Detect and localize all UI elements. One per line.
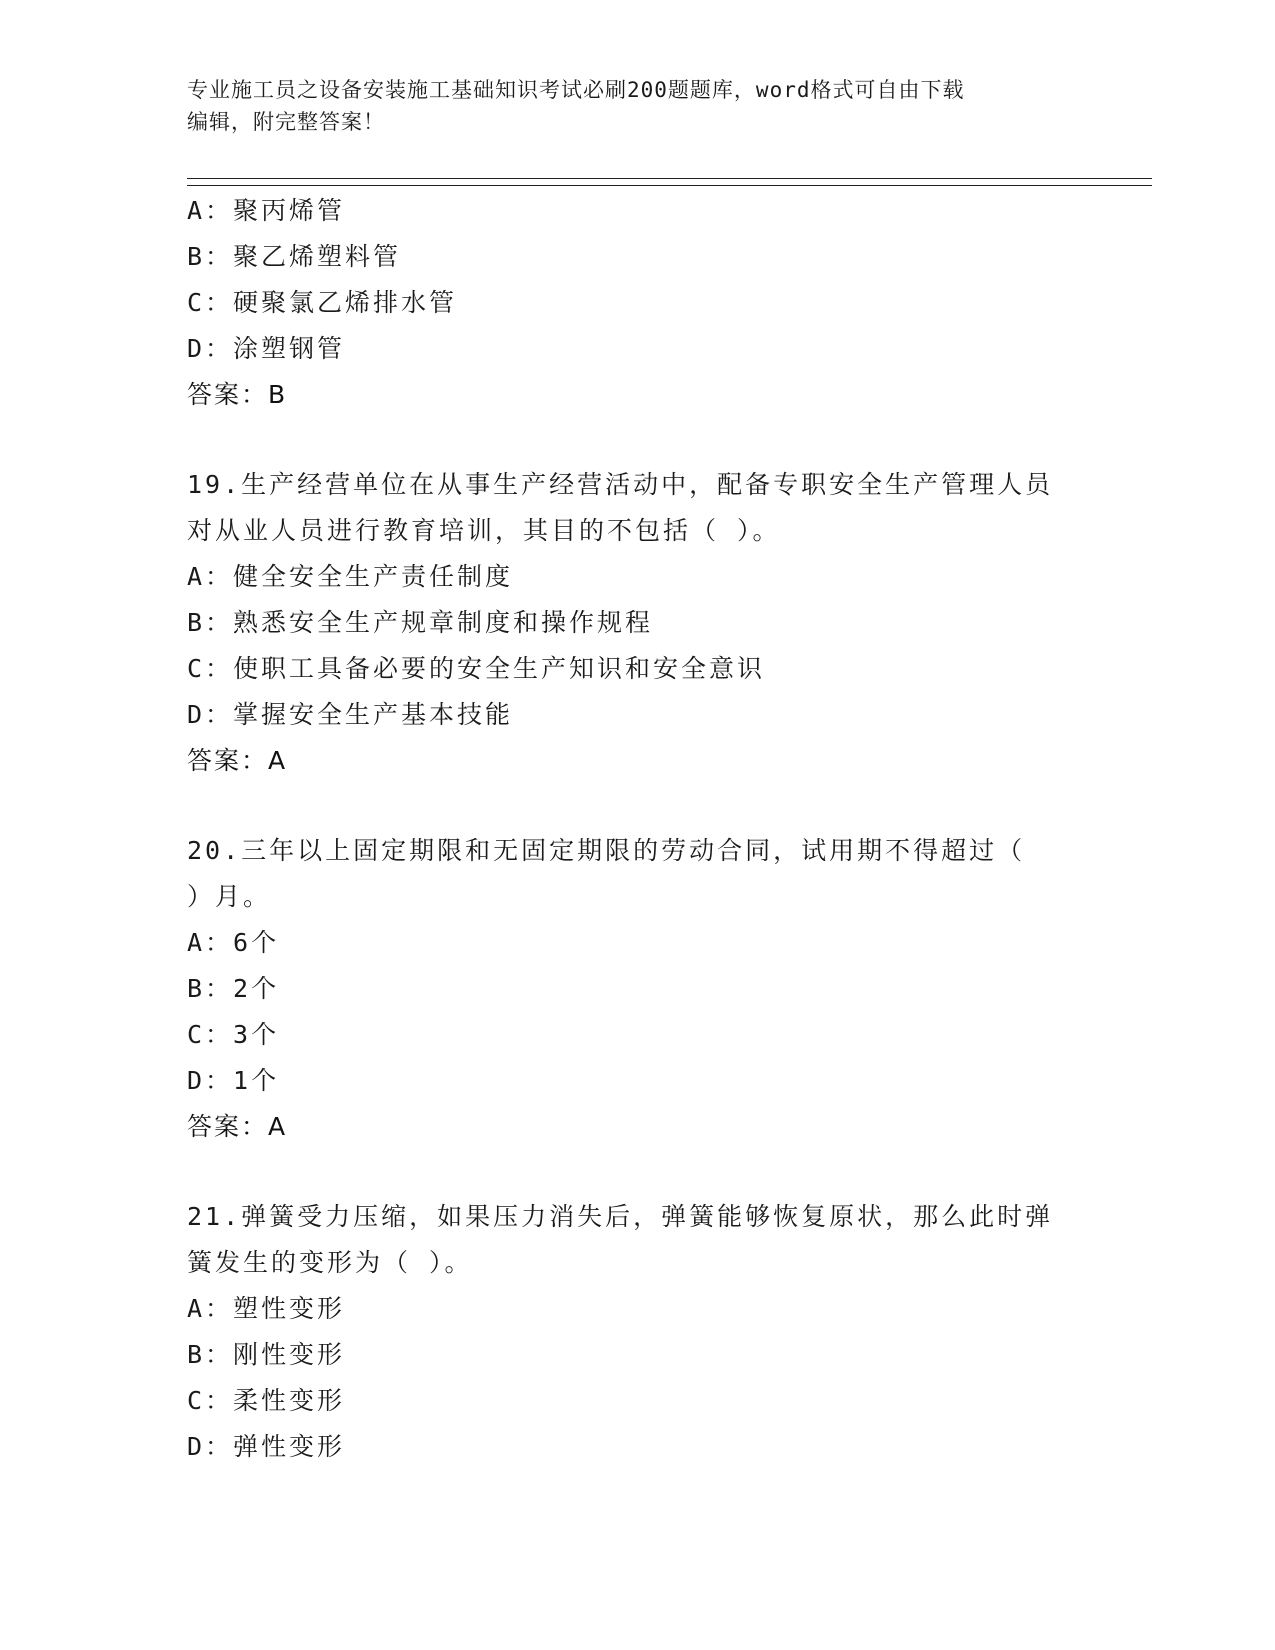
- answer-line: 答案：B: [187, 380, 288, 409]
- option-c: C：硬聚氯乙烯排水管: [187, 288, 458, 317]
- answer-line: 答案：A: [187, 1112, 288, 1141]
- question-stem-line-2: ）月。: [187, 882, 272, 911]
- question-stem-line-2: 簧发生的变形为（ ）。: [187, 1248, 473, 1277]
- option-c: C：使职工具备必要的安全生产知识和安全意识: [187, 654, 766, 683]
- option-c: C：3个: [187, 1020, 280, 1049]
- question-19: [187, 462, 1087, 784]
- question-20: [187, 828, 1087, 1150]
- option-d: D：掌握安全生产基本技能: [187, 700, 514, 729]
- option-d: D：1个: [187, 1066, 280, 1095]
- question-stem-line-2: 对从业人员进行教育培训，其目的不包括（ ）。: [187, 516, 781, 545]
- question-stem-line-1: 20.三年以上固定期限和无固定期限的劳动合同，试用期不得超过（: [187, 836, 1026, 865]
- option-b: B：2个: [187, 974, 280, 1003]
- option-a: A：聚丙烯管: [187, 196, 346, 225]
- document-body: [187, 188, 1087, 1470]
- option-c: C：柔性变形: [187, 1386, 346, 1415]
- option-a: A：塑性变形: [187, 1294, 346, 1323]
- question-stem-line-1: 19.生产经营单位在从事生产经营活动中，配备专职安全生产管理人员: [187, 470, 1054, 499]
- option-d: D：弹性变形: [187, 1432, 346, 1461]
- question-stem-line-1: 21.弹簧受力压缩，如果压力消失后，弹簧能够恢复原状，那么此时弹: [187, 1202, 1054, 1231]
- page-header: [187, 74, 1067, 138]
- option-a: A：健全安全生产责任制度: [187, 562, 514, 591]
- header-title-line-2: 编辑，附完整答案！: [187, 110, 385, 134]
- header-title-line-1: 专业施工员之设备安装施工基础知识考试必刷200题题库，word格式可自由下载: [187, 78, 965, 102]
- option-b: B：刚性变形: [187, 1340, 346, 1369]
- option-b: B：聚乙烯塑料管: [187, 242, 402, 271]
- option-d: D：涂塑钢管: [187, 334, 346, 363]
- option-a: A：6个: [187, 928, 280, 957]
- option-b: B：熟悉安全生产规章制度和操作规程: [187, 608, 654, 637]
- question-21: [187, 1194, 1087, 1470]
- question-18-continued: [187, 188, 1087, 418]
- answer-line: 答案：A: [187, 746, 288, 775]
- header-divider: [187, 178, 1152, 186]
